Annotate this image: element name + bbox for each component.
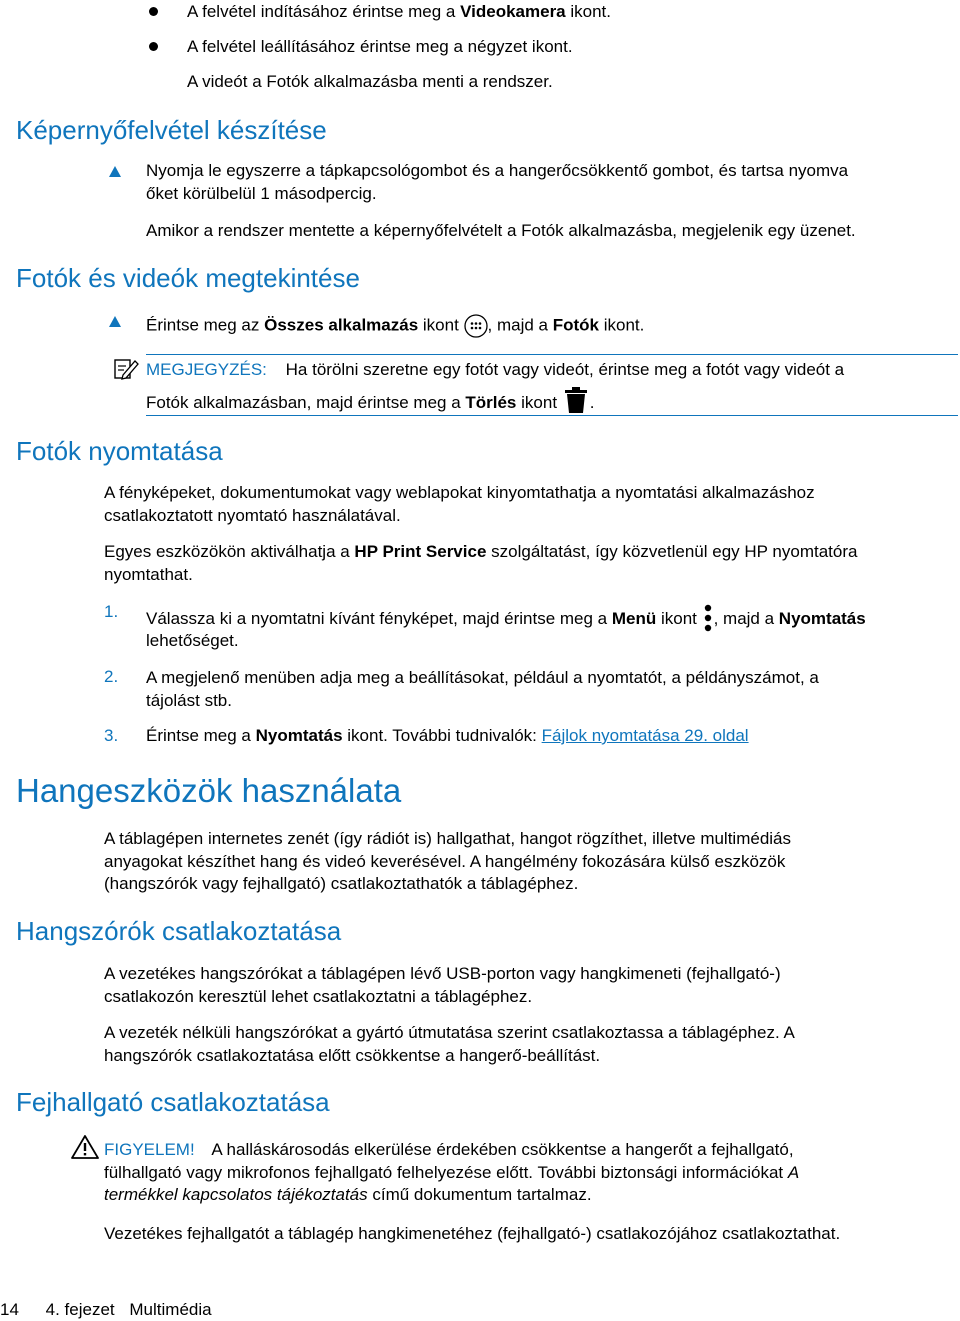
- note-line-2: Fotók alkalmazásban, majd érintse meg a Törlés ikont .: [146, 386, 595, 414]
- note-rule-bottom: [146, 415, 958, 416]
- note-label: MEGJEGYZÉS:: [146, 360, 267, 379]
- screenshot-step: Nyomja le egyszerre a tápkapcsológombot és a hangerőcsökkentő gombot, és tartsa nyomva őket körülbelül 1 másodpercig.: [146, 161, 849, 203]
- speakers-para-2: A vezeték nélküli hangszórókat a gyártó útmutatása szerint csatlakoztassa a táblagéphez. A hangszórók csatlakoztatása előtt csökkentse a hangerő-beállítást.: [104, 1023, 795, 1065]
- footer-chapter: 4. fejezet: [45, 1300, 115, 1319]
- print-step-1-line1: Válassza ki a nyomtatni kívánt fényképet, majd érintse meg a Menü ikont , majd a Nyomtatás: [146, 604, 866, 632]
- print-para-1: A fényképeket, dokumentumokat vagy weblapokat kinyomtathatja a nyomtatási alkalmazáshoz csatlakoztatott nyomtató használatával.: [104, 483, 815, 525]
- step-triangle-icon: [109, 316, 121, 327]
- speakers-para-1: A vezetékes hangszórókat a táblagépen lévő USB-porton vagy hangkimeneti (fejhallgató-) csatlakozón keresztül lehet csatlakoztatni a táblagéphez.: [104, 964, 781, 1006]
- warning-icon: [71, 1134, 99, 1160]
- note-line-1: MEGJEGYZÉS: Ha törölni szeretne egy fotót vagy videót, érintse meg a fotót vagy videót a: [146, 360, 845, 379]
- step-triangle-icon: [109, 166, 121, 177]
- step-number-1: 1.: [104, 602, 119, 621]
- trash-icon: [562, 386, 590, 414]
- warning-text: FIGYELEM! A halláskárosodás elkerülése érdekében csökkentse a hangerőt a fejhallgató, fülhallgató vagy mikrofonos fejhallgató felhelyezése előtt. További biztonsági információkat A termékkel kapcsolatos tájékoztatás című dokumentum tartalmaz.: [104, 1140, 800, 1204]
- note-pencil-icon: [113, 356, 139, 382]
- heading-screenshot: Képernyőfelvétel készítése: [16, 115, 327, 145]
- print-step-3: Érintse meg a Nyomtatás ikont. További tudnivalók: Fájlok nyomtatása 29. oldal: [146, 726, 749, 745]
- heading-headphones: Fejhallgató csatlakoztatása: [16, 1087, 330, 1117]
- warning-label: FIGYELEM!: [104, 1140, 195, 1159]
- footer: [0, 1300, 212, 1320]
- audio-para: A táblagépen internetes zenét (így rádiót is) hallgathat, hangot rögzíthet, illetve multimédiás anyagokat készíthet hang és videó keverésével. A hangélmény fokozására külső eszközök (hangszórók vagy fejhallgató) csatlakoztathatók a táblagéphez.: [104, 829, 792, 893]
- heading-audio: Hangeszközök használata: [16, 772, 402, 809]
- print-step-2: A megjelenő menüben adja meg a beállításokat, például a nyomtatót, a példányszámot, a tájolást stb.: [146, 668, 819, 710]
- note-rule-top: [146, 354, 958, 355]
- menu-dots-icon: [702, 604, 714, 632]
- heading-print-photos: Fotók nyomtatása: [16, 436, 223, 466]
- print-para-2: Egyes eszközökön aktiválhatja a HP Print Service szolgáltatást, így közvetlenül egy HP nyomtatóra nyomtathat.: [104, 542, 858, 584]
- all-apps-icon: [464, 314, 488, 338]
- print-step-1-line2: lehetőséget.: [146, 631, 239, 650]
- video-saved-text: A videót a Fotók alkalmazásba menti a rendszer.: [187, 72, 553, 91]
- bullet-item-1: A felvétel indításához érintse meg a Videokamera ikont.: [187, 2, 611, 21]
- headphones-final: Vezetékes fejhallgatót a táblagép hangkimenetéhez (fejhallgató-) csatlakozójához csatlakoztathat.: [104, 1224, 841, 1243]
- step-number-2: 2.: [104, 667, 119, 686]
- heading-view-photos: Fotók és videók megtekintése: [16, 263, 360, 293]
- bullet-dot: [149, 42, 158, 51]
- view-photos-step: Érintse meg az Összes alkalmazás ikont , majd a Fotók ikont.: [146, 314, 644, 338]
- heading-speakers: Hangszórók csatlakoztatása: [16, 916, 342, 946]
- print-files-link[interactable]: Fájlok nyomtatása 29. oldal: [541, 726, 749, 745]
- bullet-item-2: A felvétel leállításához érintse meg a négyzet ikont.: [187, 37, 573, 56]
- bullet-dot: [149, 7, 158, 16]
- footer-page-number: 14: [0, 1300, 19, 1319]
- footer-title: Multimédia: [129, 1300, 212, 1319]
- screenshot-result: Amikor a rendszer mentette a képernyőfelvételt a Fotók alkalmazásba, megjelenik egy üzenet.: [146, 221, 856, 240]
- step-number-3: 3.: [104, 726, 119, 745]
